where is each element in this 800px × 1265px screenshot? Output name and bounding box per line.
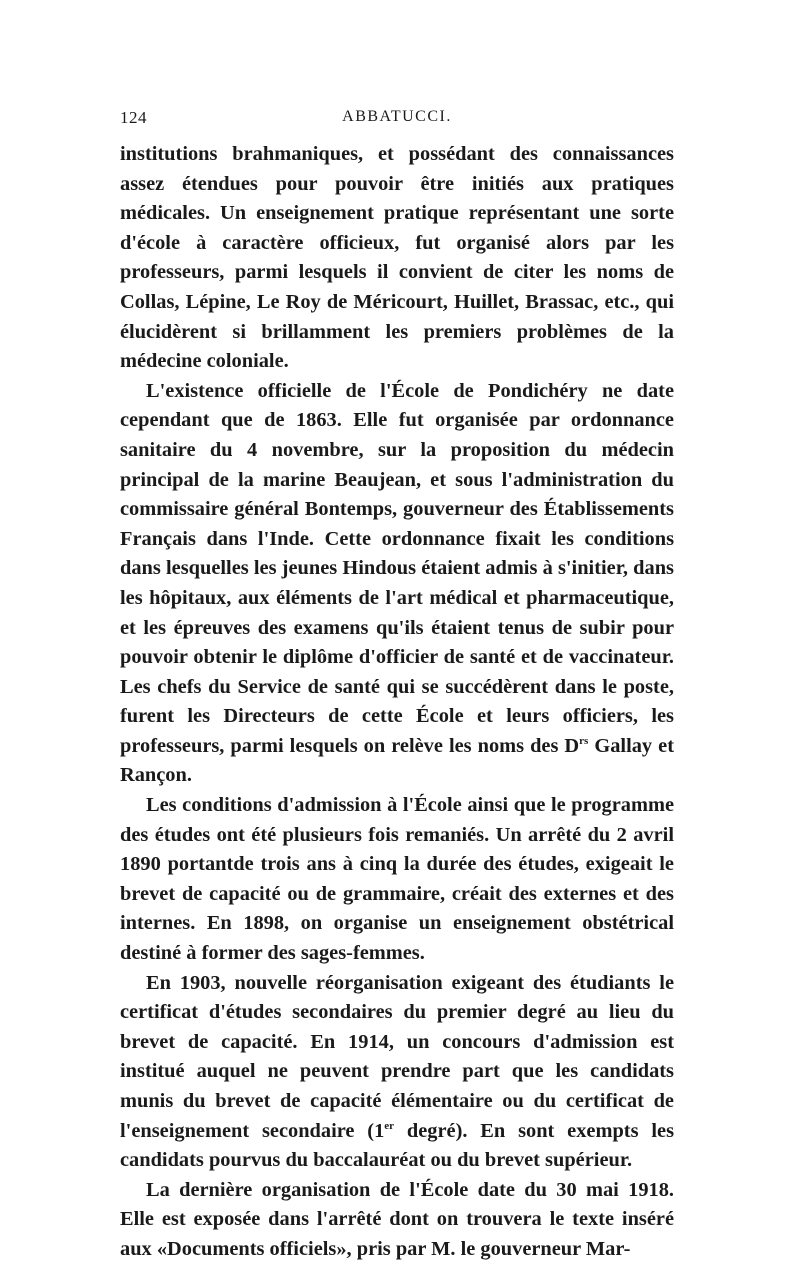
body-text [120,140,674,1265]
paragraph: La dernière organisation de l'École date du 30 mai 1918. Elle est exposée dans l'arrêté dont on trouvera le texte inséré aux «Documents officiels», pris par M. le gouverneur Mar- [120,1178,674,1260]
running-title: ABBATUCCI. [342,108,452,125]
paragraph: En 1903, nouvelle réorganisation exigeant des étudiants le certificat d'études secondaires du premier degré au lieu du brevet de capacité. En 1914, un concours d'admission est institué auquel ne peuvent prendre part que les candidats munis du brevet de capacité élémentaire ou du certificat de l'enseignement secondaire (1er degré). En sont exempts les candidats pourvus du baccalauréat ou du brevet supérieur. [120,971,675,1172]
paragraph: L'existence officielle de l'École de Pondichéry ne date cependant que de 1863. Elle fut organisée par ordonnance sanitaire du 4 novembre, sur la proposition du médecin principal de la marine Beaujean, et sous l'administration du commissaire général Bontemps, gouverneur des Établissements Français dans l'Inde. Cette ordonnance fixait les conditions dans lesquelles les jeunes Hindous étaient admis à s'initier, dans les hôpitaux, aux éléments de l'art médical et pharmaceutique, et les épreuves des examens qu'ils étaient tenus de subir pour pouvoir obtenir le diplôme d'officier de santé et de vaccinateur. Les chefs du Service de santé qui se succédèrent dans le poste, furent les Directeurs de cette École et leurs officiers, les professeurs, parmi lesquels on relève les noms des $D^{rs}$ Gallay et Rançon. [120,379,674,787]
superscript: er [384,1119,395,1132]
paragraph: institutions brahmaniques, et possédant des connaissances assez étendues pour pouvoir être initiés aux pratiques médicales. Un enseignement pratique représentant une sorte d'école à caractère officieux, fut organisé alors par les professeurs, parmi lesquels il convient de citer les noms de Collas, Lépine, Le Roy de Méricourt, Huillet, Brassac, etc., qui élucidèrent si brillamment les premiers problèmes de la médecine coloniale. [120,143,674,373]
running-head [120,108,674,134]
superscript: rs [579,735,589,748]
paragraph: Les conditions d'admission à l'École ainsi que le programme des études ont été plusieurs fois remaniés. Un arrêté du 2 avril 1890 portantde trois ans à cinq la durée des études, exigeait le brevet de capacité ou de grammaire, créait des externes et des internes. En 1898, on organise un enseignement obstétrical destiné à former des sages-femmes. [120,794,674,965]
page-number: 124 [120,108,147,127]
book-page [120,108,674,1265]
